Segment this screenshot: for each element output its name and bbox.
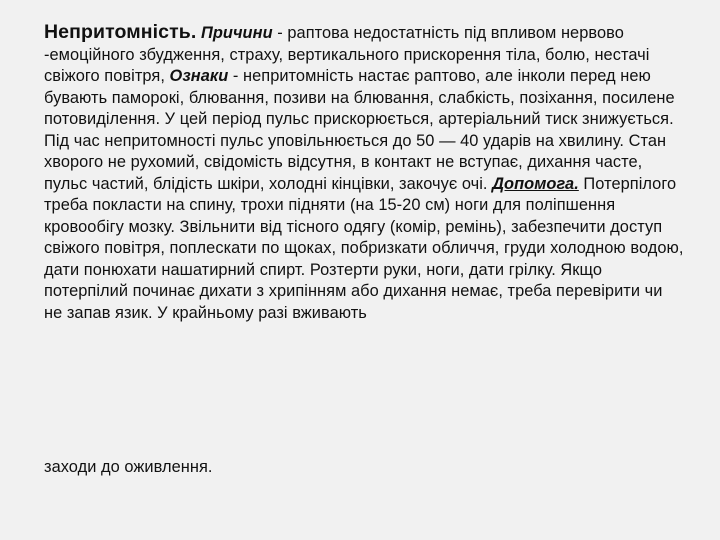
signs-label: Ознаки bbox=[169, 67, 229, 85]
help-label: Допомога. bbox=[492, 174, 579, 193]
causes-label: Причини bbox=[200, 24, 273, 42]
text-block bbox=[44, 22, 684, 324]
final-line: заходи до оживлення. bbox=[44, 458, 213, 476]
heading: Непритомність. bbox=[44, 21, 197, 43]
paragraph bbox=[44, 22, 684, 324]
causes-text: - раптова недостатність під впливом нервово -емоційного збудження, страху, вертикального прискорення тіла, болю, нестачі свіжого повітря, bbox=[44, 24, 650, 85]
signs-text: - непритомність настає раптово, але інколи перед нею бувають паморокі, блювання, позиви на блювання, слабкість, позіхання, посилене потовиділення. У цей період пульс прискорюється, артеріальний тиск знижується. Під час непритомності пульс уповільнюється до 50 — 40 ударів на хвилину. Стан хворого не рухомий, свідомість відсутня, в контакт не вступає, дихання часте, пульс частий, блідість шкіри, холодні кінцівки, закочує очі. bbox=[44, 67, 675, 193]
help-text: Потерпілого треба покласти на спину, трохи підняти (на 15-20 см) ноги для поліпшення кровообігу мозку. Звільнити від тісного одягу (комір, ремінь), забезпечити доступ свіжого повітря, поплескати по щоках, побризкати обличчя, груди холодною водою, дати понюхати нашатирний спирт. Розтерти руки, ноги, дати грілку. Якщо потерпілий починає дихати з хрипінням або дихання немає, треба перевірити чи не запав язик. У крайньому разі вживають bbox=[44, 174, 684, 322]
